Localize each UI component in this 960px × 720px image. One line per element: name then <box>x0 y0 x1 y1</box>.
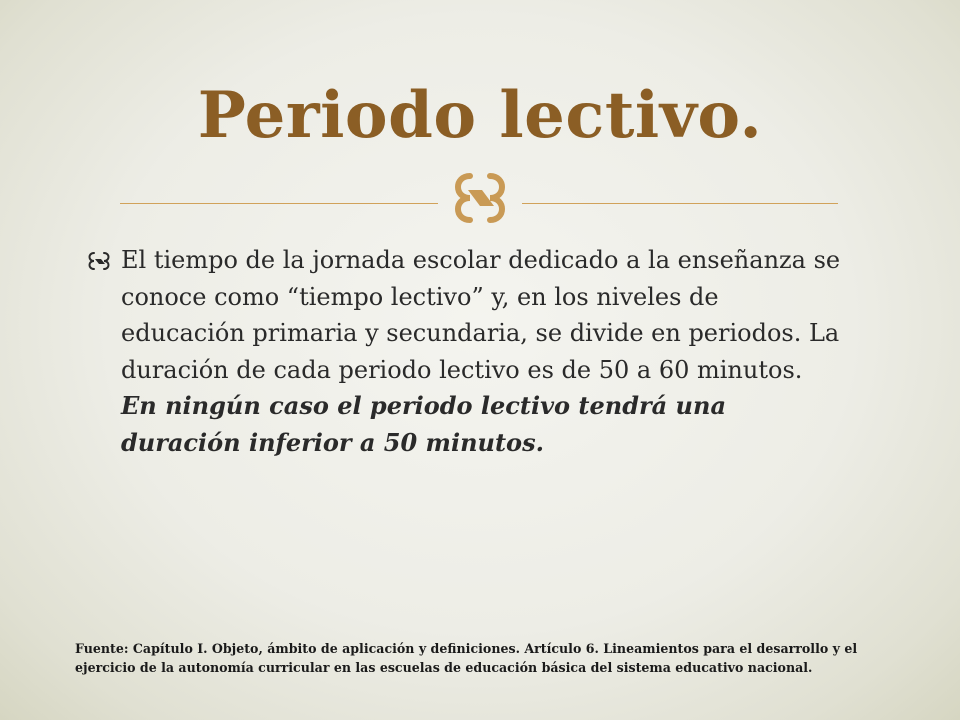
title-divider-right <box>522 203 838 204</box>
slide-title: Periodo lectivo. <box>197 78 763 153</box>
curly-ornament-icon <box>440 168 520 228</box>
source-citation: Fuente: Capítulo I. Objeto, ámbito de aplicación y definiciones. Artículo 6. Lineamientos para el desarrollo y el ejercicio de la autonomía curricular en las escuelas de educación básica del sistema educativo nacional. <box>75 641 858 675</box>
bullet-text-emphasis: En ningún caso el periodo lectivo tendrá una duración inferior a 50 minutos. <box>121 391 726 457</box>
bullet-text-regular: El tiempo de la jornada escolar dedicado a la enseñanza se conoce como “tiempo lectivo” y, en los niveles de educación primaria y secundaria, se divide en periodos. La duración de cada periodo lectivo es de 50 a 60 minutos. <box>121 246 841 384</box>
title-divider-left <box>120 203 438 204</box>
bullet-paragraph <box>121 242 841 461</box>
ornament-bullet-icon <box>84 250 114 272</box>
